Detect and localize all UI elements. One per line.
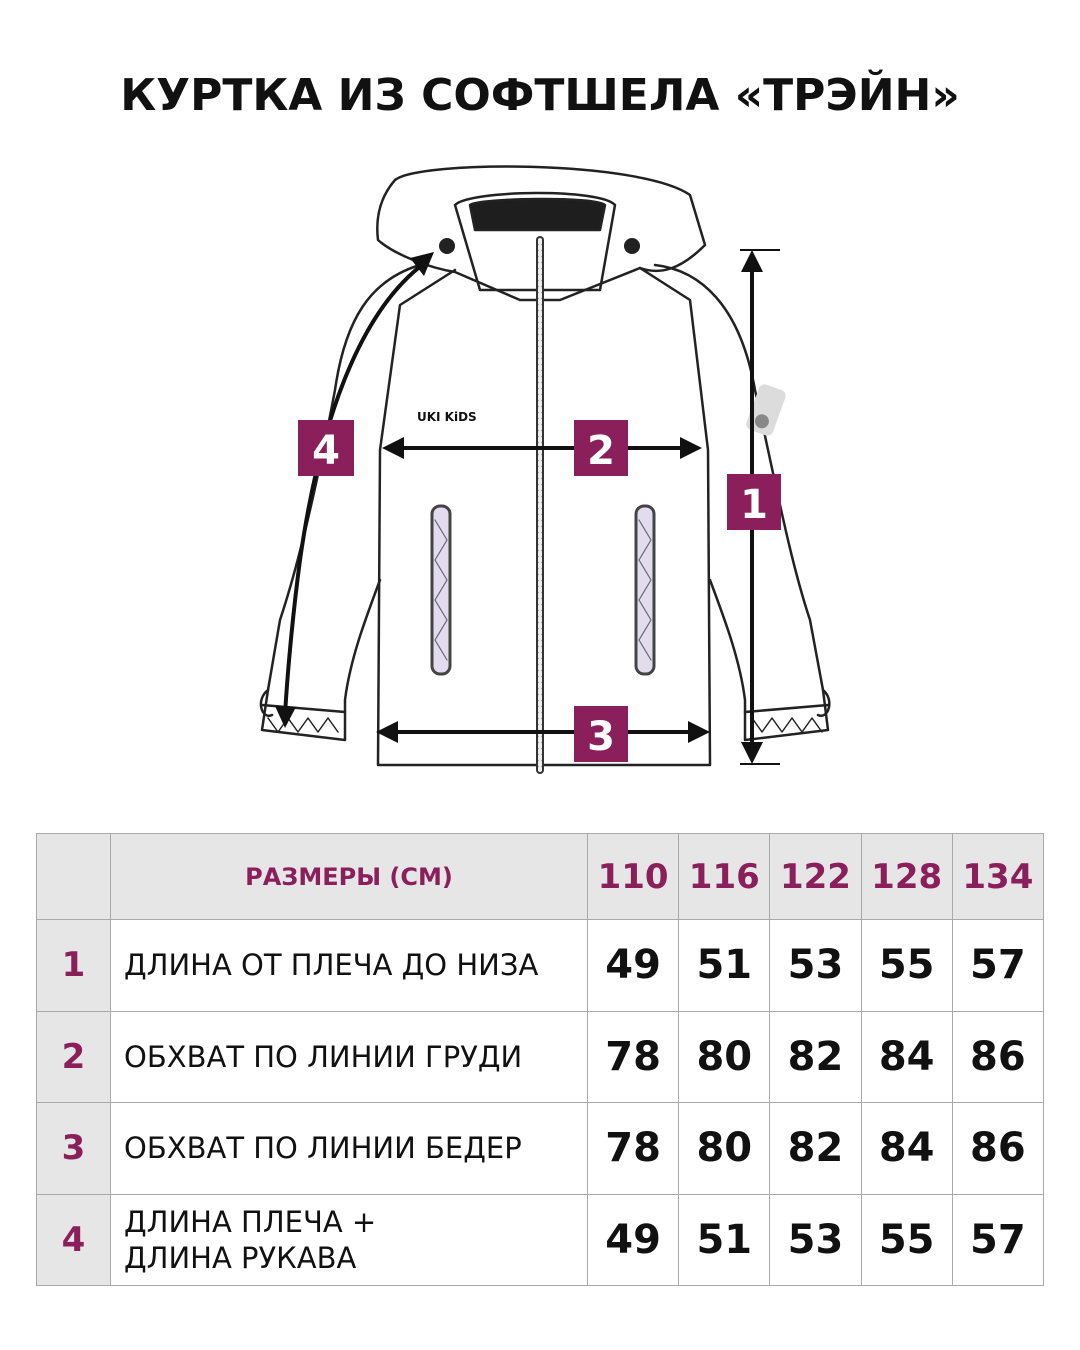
- row-value: 51: [679, 920, 770, 1011]
- size-header: 128: [861, 834, 952, 920]
- size-header: 134: [952, 834, 1043, 920]
- row-value: 53: [770, 1194, 861, 1286]
- size-table-header: [37, 834, 1044, 920]
- size-header: 116: [679, 834, 770, 920]
- row-number: 3: [37, 1103, 111, 1194]
- row-number: 4: [37, 1194, 111, 1286]
- row-value: 86: [952, 1011, 1043, 1102]
- marker-4: [298, 420, 354, 476]
- row-value: 55: [861, 1194, 952, 1286]
- svg-text:2: 2: [587, 428, 615, 474]
- row-value: 57: [952, 920, 1043, 1011]
- row-label: ДЛИНА ПЛЕЧА + ДЛИНА РУКАВА: [111, 1194, 588, 1286]
- row-value: 80: [679, 1103, 770, 1194]
- row-value: 80: [679, 1011, 770, 1102]
- table-row: [37, 1194, 1044, 1286]
- table-row: [37, 920, 1044, 1011]
- svg-text:4: 4: [312, 428, 340, 474]
- table-row: [37, 1011, 1044, 1102]
- row-value: 57: [952, 1194, 1043, 1286]
- header-label: РАЗМЕРЫ (СМ): [111, 834, 588, 920]
- row-number: 1: [37, 920, 111, 1011]
- table-row: [37, 1103, 1044, 1194]
- row-value: 86: [952, 1103, 1043, 1194]
- svg-text:3: 3: [587, 714, 615, 760]
- row-value: 55: [861, 920, 952, 1011]
- row-value: 84: [861, 1103, 952, 1194]
- row-value: 53: [770, 920, 861, 1011]
- chest-logo: UKI KiDS: [417, 410, 477, 424]
- marker-3: [574, 706, 628, 762]
- row-value: 82: [770, 1103, 861, 1194]
- marker-2: [574, 420, 628, 476]
- row-value: 84: [861, 1011, 952, 1102]
- jacket-diagram: [0, 160, 1080, 790]
- size-table: [36, 833, 1044, 1286]
- svg-text:1: 1: [740, 482, 768, 528]
- row-label: ОБХВАТ ПО ЛИНИИ БЕДЕР: [111, 1103, 588, 1194]
- row-value: 51: [679, 1194, 770, 1286]
- row-number: 2: [37, 1011, 111, 1102]
- row-value: 82: [770, 1011, 861, 1102]
- header-corner: [37, 834, 111, 920]
- marker-1: [727, 474, 781, 530]
- row-value: 49: [588, 1194, 679, 1286]
- size-header: 122: [770, 834, 861, 920]
- row-label: ДЛИНА ОТ ПЛЕЧА ДО НИЗА: [111, 920, 588, 1011]
- row-value: 78: [588, 1011, 679, 1102]
- row-value: 78: [588, 1103, 679, 1194]
- page-title: КУРТКА ИЗ СОФТШЕЛА «ТРЭЙН»: [120, 70, 960, 121]
- row-value: 49: [588, 920, 679, 1011]
- row-label: ОБХВАТ ПО ЛИНИИ ГРУДИ: [111, 1011, 588, 1102]
- size-header: 110: [588, 834, 679, 920]
